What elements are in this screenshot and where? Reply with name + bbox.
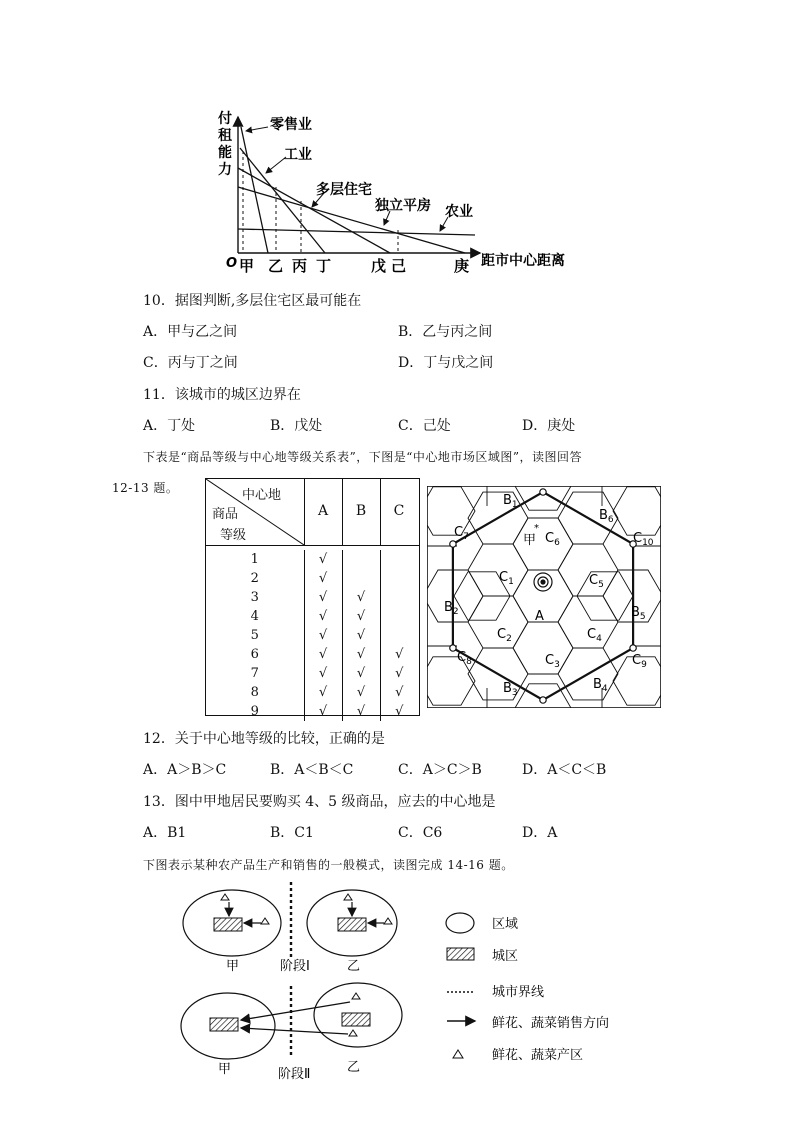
jia-star-icon: * (534, 523, 539, 534)
intro-12-13-cont: 12-13 题。 (112, 481, 179, 495)
b-center-marker (450, 645, 456, 651)
table-row (206, 607, 418, 626)
map-label-b5: $B_5$ (631, 605, 646, 622)
q13-option-c[interactable]: C．C6 (398, 825, 443, 841)
ylabel-2: 租 (218, 128, 232, 144)
map-label-c6: $C_6$ (545, 531, 560, 548)
table-check-cell (380, 550, 418, 569)
table-row (206, 588, 418, 607)
table-row (206, 569, 418, 588)
stage2-urban-jia (210, 1018, 238, 1031)
map-label-b3: $B_3$ (503, 681, 518, 698)
table-check-cell: √ (380, 683, 418, 702)
label-industry: 工业 (284, 147, 312, 163)
table-row (206, 664, 418, 683)
b-center-marker (450, 541, 456, 547)
table-check-cell: √ (342, 645, 380, 664)
table-row (206, 702, 418, 721)
a-center-marker (541, 580, 545, 584)
label-agriculture: 农业 (445, 204, 473, 220)
table-check-cell: √ (380, 645, 418, 664)
table-header-level: 等级 (220, 528, 247, 543)
legend-region-icon (446, 913, 474, 933)
q10-option-d[interactable]: D．丁与戊之间 (398, 355, 494, 371)
stage2-label-yi: 乙 (347, 1060, 361, 1075)
table-col-a: A (317, 503, 329, 519)
table-check-cell: √ (304, 607, 342, 626)
label-single-house: 独立平房 (375, 198, 431, 214)
table-check-cell: √ (304, 626, 342, 645)
table-check-cell (380, 607, 418, 626)
map-label-c9: $C_9$ (632, 653, 647, 670)
agri-model-figure (170, 878, 640, 1083)
table-check-cell: √ (342, 626, 380, 645)
table-check-cell: √ (342, 588, 380, 607)
tick-ji: 己 (391, 257, 407, 275)
b-center-marker (630, 645, 636, 651)
table-col-b: B (355, 503, 367, 519)
q13-option-a[interactable]: A．B1 (143, 825, 187, 841)
table-header-goods: 商品 (212, 507, 239, 522)
stage1-urban-jia (214, 918, 242, 931)
table-level-cell: 6 (250, 647, 259, 662)
q12-option-c[interactable]: C．A＞C＞B (398, 762, 482, 778)
stage1-label: 阶段Ⅰ (280, 959, 310, 974)
table-row (206, 626, 418, 645)
table-row (206, 645, 418, 664)
label-retail: 零售业 (270, 117, 312, 133)
ylabel-4: 力 (218, 162, 232, 178)
legend-boundary: 城市界线 (492, 985, 545, 1000)
stage1-label-jia: 甲 (226, 959, 240, 974)
tick-yi: 乙 (268, 257, 284, 275)
table-check-cell: √ (304, 645, 342, 664)
map-label-b4: $B_4$ (593, 677, 608, 694)
table-check-cell: √ (304, 702, 342, 721)
table-check-cell (342, 569, 380, 588)
q10-option-a[interactable]: A．甲与乙之间 (143, 324, 238, 340)
stage1-urban-yi (338, 918, 366, 931)
table-level-cell: 3 (250, 590, 259, 605)
q12-option-b[interactable]: B．A＜B＜C (270, 762, 354, 778)
q11-option-b[interactable]: B．戊处 (270, 418, 323, 434)
tick-jia: 甲 (239, 257, 255, 275)
retail-curve (241, 127, 268, 253)
map-label-b2: $B_2$ (444, 600, 459, 617)
table-check-cell: √ (342, 683, 380, 702)
table-level-cell: 2 (250, 571, 259, 586)
ylabel-1: 付 (218, 111, 232, 127)
legend-region: 区域 (492, 917, 519, 932)
map-label-c3: $C_3$ (545, 653, 560, 670)
table-check-cell (380, 626, 418, 645)
table-check-cell: √ (342, 607, 380, 626)
map-label-c1: $C_1$ (499, 570, 514, 587)
map-label-c5: $C_5$ (589, 573, 604, 590)
map-label-c7: $C_7$ (454, 525, 469, 542)
legend-direction: 鲜花、蔬菜销售方向 (492, 1016, 610, 1031)
table-row (206, 550, 418, 569)
map-label-b6: $B_6$ (599, 508, 614, 525)
table-check-cell: √ (304, 683, 342, 702)
table-col-c: C (393, 503, 405, 519)
map-label-jia: 甲 (523, 533, 537, 548)
map-label-c2: $C_2$ (497, 627, 512, 644)
table-level-cell: 8 (250, 685, 259, 700)
label-multistory: 多层住宅 (316, 182, 372, 198)
map-label-a: A (535, 609, 544, 624)
q11-option-d[interactable]: D．庚处 (522, 418, 576, 434)
table-check-cell (380, 588, 418, 607)
q10-option-c[interactable]: C．丙与丁之间 (143, 355, 238, 371)
tick-wu: 戊 (371, 257, 387, 275)
origin-label: O (226, 256, 238, 271)
q13-option-b[interactable]: B．C1 (270, 825, 314, 841)
stage1-label-yi: 乙 (347, 959, 361, 974)
q10-stem: 10．据图判断,多层住宅区最可能在 (143, 293, 362, 309)
table-check-cell: √ (342, 702, 380, 721)
table-header-center: 中心地 (242, 488, 282, 503)
bid-rent-figure (210, 105, 590, 275)
legend-urban: 城区 (492, 949, 519, 964)
q12-option-a[interactable]: A．A＞B＞C (143, 762, 227, 778)
table-check-cell (380, 569, 418, 588)
q13-stem: 13．图中甲地居民要购买 4、5 级商品，应去的中心地是 (143, 794, 496, 810)
tick-bing: 丙 (292, 257, 308, 275)
legend-production: 鲜花、蔬菜产区 (492, 1048, 584, 1063)
table-check-cell: √ (304, 588, 342, 607)
q11-option-c[interactable]: C．己处 (398, 418, 451, 434)
table-level-cell: 4 (250, 609, 259, 624)
intro-12-13: 下表是“商品等级与中心地等级关系表”，下图是“中心地市场区域图”，读图回答 (143, 450, 583, 464)
stage2-label: 阶段Ⅱ (278, 1067, 311, 1082)
intro-14-16: 下图表示某种农产品生产和销售的一般模式，读图完成 14-16 题。 (143, 858, 514, 872)
legend-urban-icon (447, 948, 474, 960)
table-check-cell: √ (342, 664, 380, 683)
q10-option-b[interactable]: B．乙与丙之间 (398, 324, 493, 340)
table-check-cell: √ (304, 664, 342, 683)
table-level-cell: 1 (250, 552, 259, 567)
map-label-c8: $C_8$ (457, 650, 472, 667)
ylabel-3: 能 (218, 145, 232, 161)
table-level-cell: 5 (250, 628, 259, 643)
q12-option-d[interactable]: D．A＜C＜B (522, 762, 607, 778)
q13-option-d[interactable]: D．A (522, 825, 558, 841)
b-center-marker (540, 697, 546, 703)
map-label-c10: $C_{10}$ (633, 531, 654, 548)
tick-geng: 庚 (454, 257, 470, 275)
map-label-c4: $C_4$ (587, 627, 602, 644)
table-check-cell: √ (380, 702, 418, 721)
table-level-cell: 9 (250, 704, 259, 719)
stage2-label-jia: 甲 (218, 1062, 232, 1077)
legend-production-icon (453, 1050, 463, 1058)
x-axis-label: 距市中心距离 (481, 253, 565, 269)
q11-option-a[interactable]: A．丁处 (143, 418, 196, 434)
table-check-cell (342, 550, 380, 569)
table-check-cell: √ (380, 664, 418, 683)
table-check-cell: √ (304, 550, 342, 569)
stage2-urban-yi (342, 1013, 370, 1026)
q12-stem: 12．关于中心地等级的比较，正确的是 (143, 731, 385, 747)
table-check-cell: √ (304, 569, 342, 588)
b-center-marker (540, 489, 546, 495)
central-place-map (427, 486, 661, 708)
map-label-b1: $B_1$ (503, 493, 518, 510)
tick-ding: 丁 (316, 257, 332, 275)
goods-level-table (205, 478, 420, 719)
q11-stem: 11．该城市的城区边界在 (143, 387, 301, 403)
table-level-cell: 7 (250, 666, 259, 681)
table-row (206, 683, 418, 702)
